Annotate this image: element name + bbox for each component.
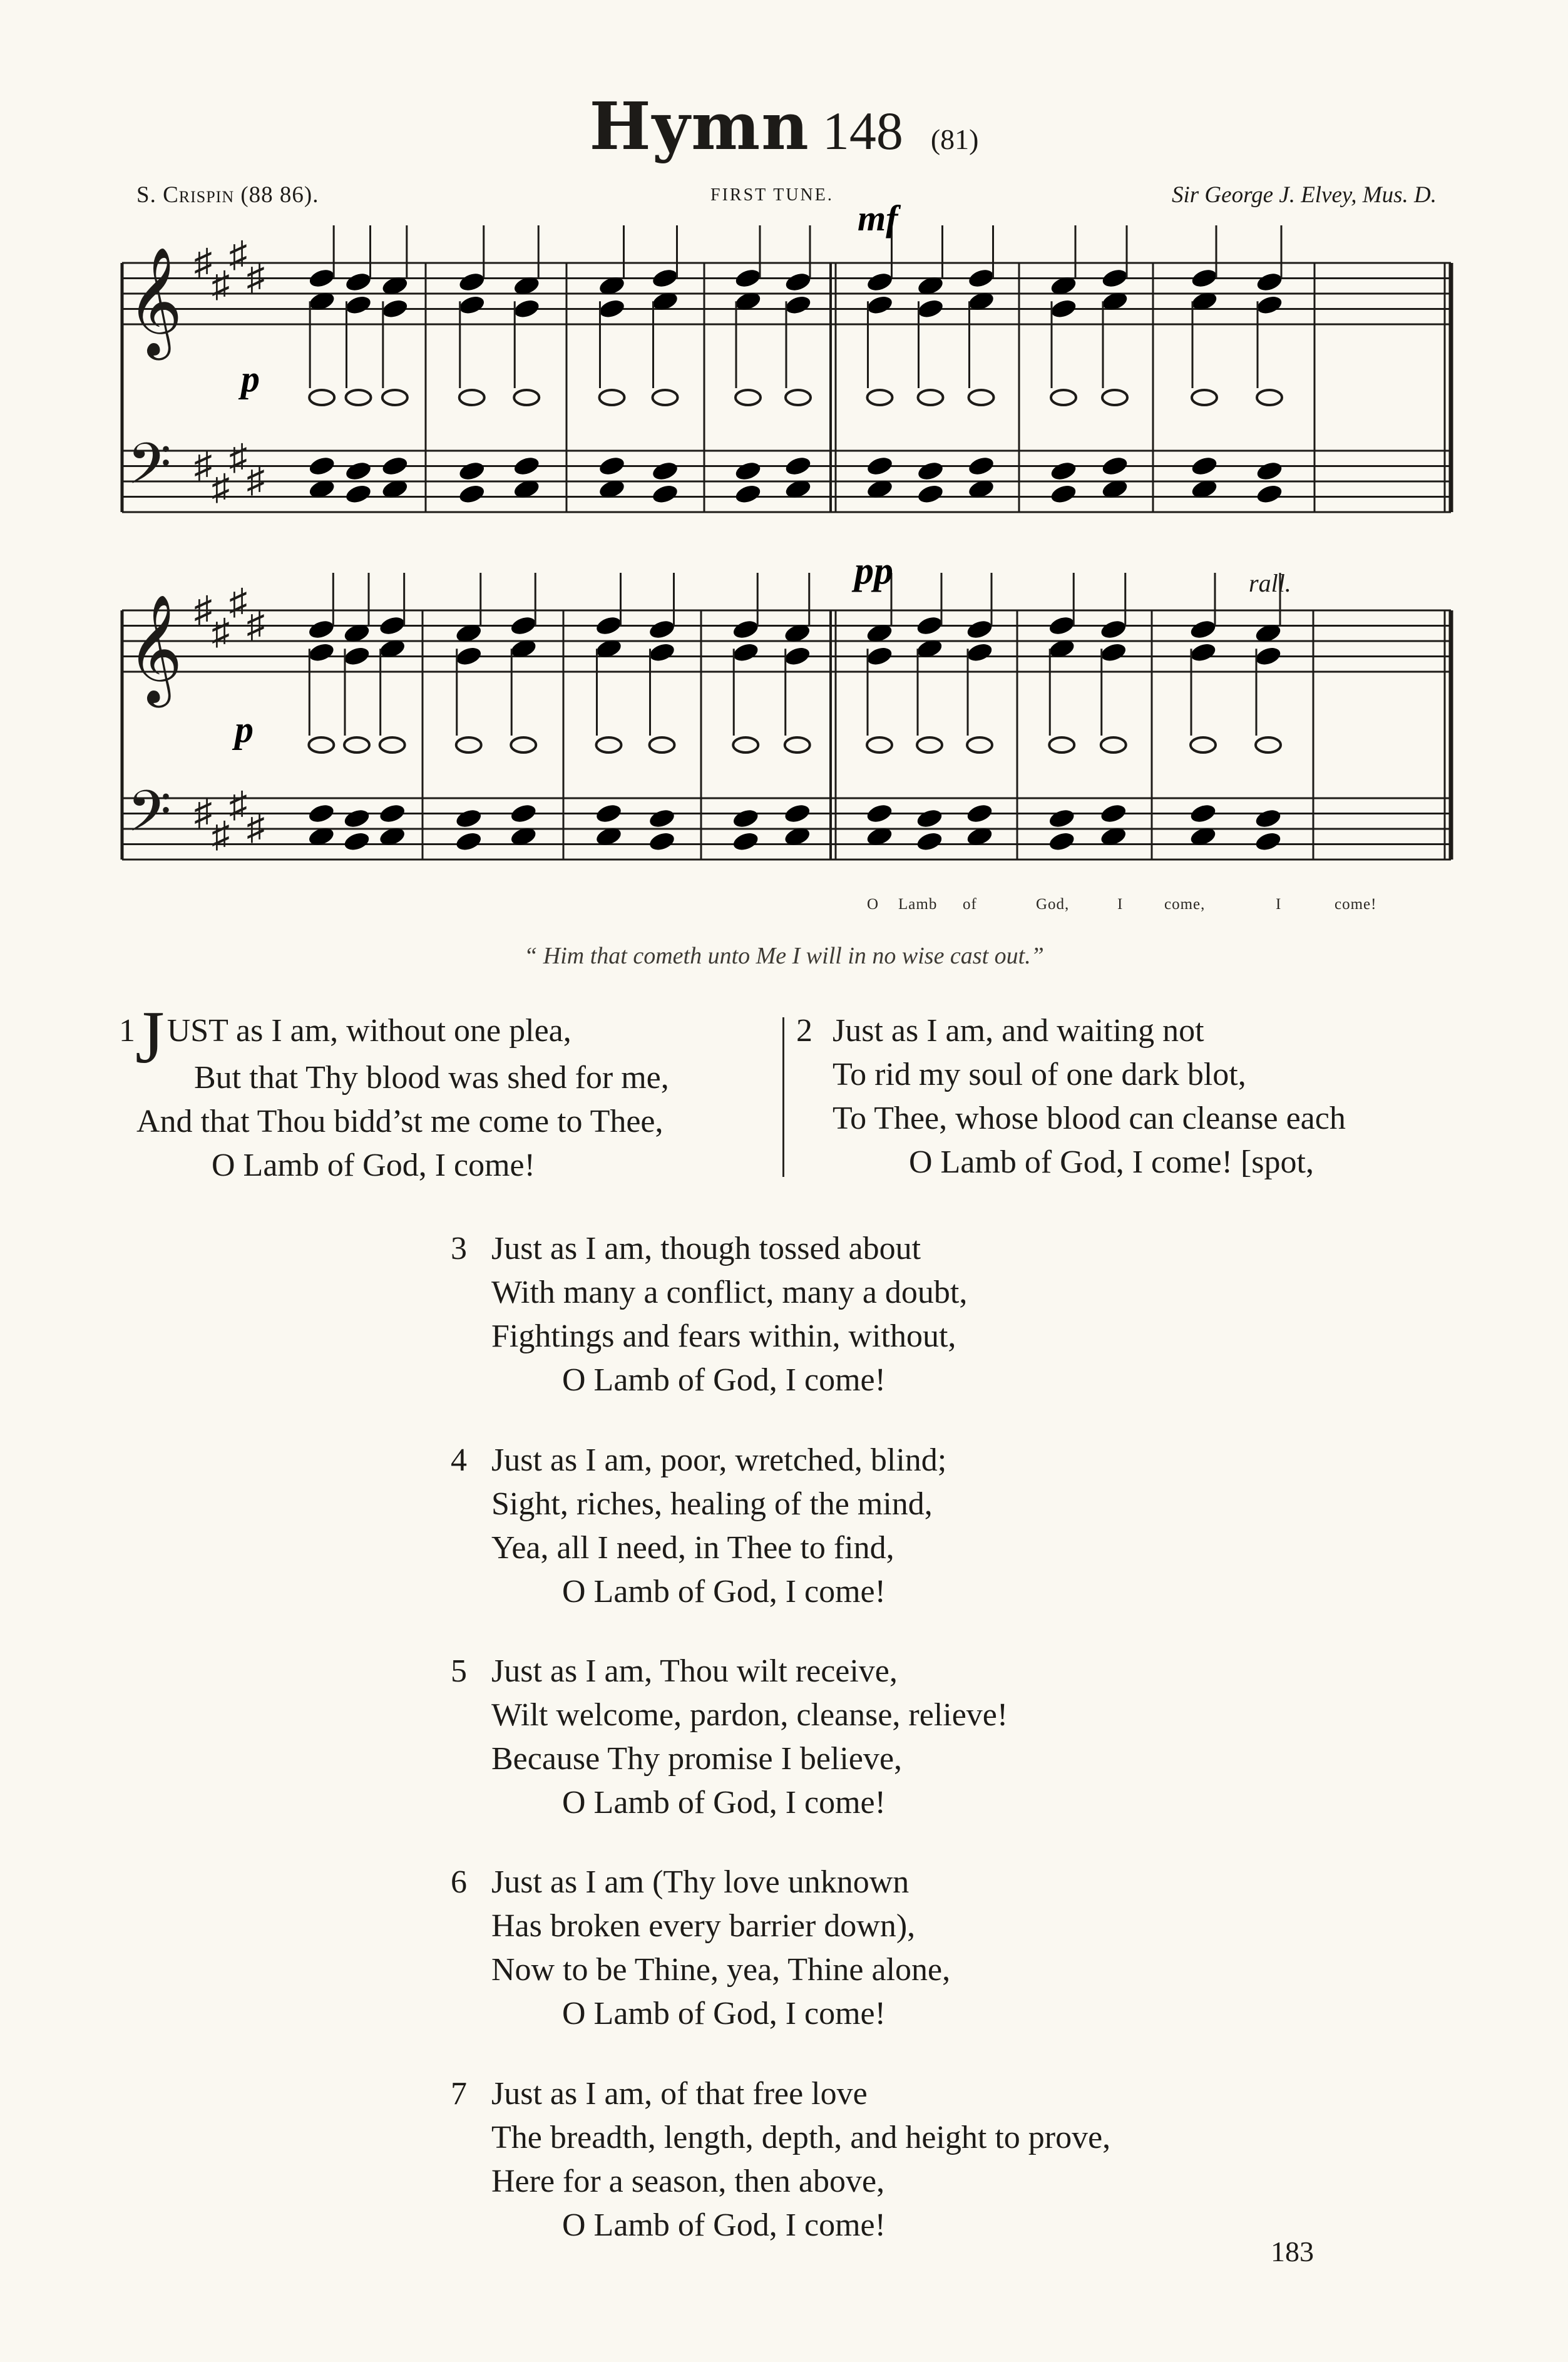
verse-line: Has broken every barrier down), bbox=[491, 1908, 916, 1944]
notehead bbox=[867, 737, 892, 752]
sharp-icon: ♯ bbox=[229, 234, 247, 275]
notehead bbox=[309, 737, 334, 752]
notehead bbox=[597, 737, 622, 752]
notehead bbox=[1102, 390, 1127, 405]
verse-number: 3 bbox=[451, 1231, 467, 1266]
sharp-icon: ♯ bbox=[194, 444, 212, 485]
notehead bbox=[382, 390, 407, 405]
verse-line: O Lamb of God, I come! bbox=[562, 1574, 886, 1610]
notehead bbox=[1047, 614, 1076, 637]
bass-clef-icon: 𝄢 bbox=[127, 431, 172, 511]
notehead bbox=[1190, 454, 1219, 477]
underlay-word: I bbox=[1276, 896, 1282, 913]
notehead bbox=[731, 807, 760, 829]
composer: Sir George J. Elvey, Mus. D. bbox=[1172, 182, 1437, 208]
sharp-icon: ♯ bbox=[212, 467, 230, 508]
underlay-word: Lamb bbox=[898, 896, 938, 913]
notehead bbox=[648, 618, 677, 640]
notehead bbox=[600, 390, 625, 405]
notehead bbox=[916, 460, 945, 482]
notehead bbox=[598, 297, 627, 320]
notehead bbox=[514, 390, 539, 405]
notehead bbox=[1100, 454, 1129, 477]
sharp-icon: ♯ bbox=[212, 612, 230, 652]
sharp-icon: ♯ bbox=[194, 589, 212, 630]
notehead bbox=[916, 483, 945, 505]
verse-1 bbox=[119, 995, 669, 1188]
verse-number: 2 bbox=[796, 1013, 812, 1049]
notehead bbox=[344, 270, 373, 293]
notehead bbox=[344, 294, 373, 316]
notehead bbox=[509, 614, 538, 637]
notehead bbox=[454, 830, 483, 853]
verse-line: Wilt welcome, pardon, cleanse, relieve! bbox=[491, 1697, 1008, 1733]
notehead bbox=[458, 294, 486, 316]
notehead bbox=[344, 737, 369, 752]
notehead bbox=[734, 483, 762, 505]
verse-number: 1 bbox=[119, 1013, 135, 1049]
notehead bbox=[1255, 460, 1284, 482]
notehead bbox=[915, 614, 944, 637]
verse-number: 4 bbox=[451, 1442, 467, 1478]
notehead bbox=[783, 645, 812, 667]
notehead bbox=[458, 483, 486, 505]
verse-line: To rid my soul of one dark blot, bbox=[833, 1057, 1246, 1092]
verse-2 bbox=[796, 1009, 1346, 1184]
verse-line: With many a conflict, many a doubt, bbox=[491, 1275, 968, 1310]
notehead bbox=[346, 390, 371, 405]
notehead bbox=[595, 614, 623, 637]
alt-number: (81) bbox=[930, 123, 979, 155]
column-divider bbox=[782, 1017, 784, 1177]
verse-number: 6 bbox=[451, 1864, 467, 1900]
notehead bbox=[868, 390, 893, 405]
sharp-icon: ♯ bbox=[247, 257, 265, 297]
notehead bbox=[1099, 641, 1128, 664]
page-number: 183 bbox=[1271, 2236, 1314, 2267]
notehead bbox=[307, 267, 336, 289]
underlay-word: of bbox=[963, 896, 977, 913]
notehead bbox=[1254, 830, 1283, 853]
underlay-word: God, bbox=[1036, 896, 1070, 913]
notehead bbox=[342, 830, 371, 853]
notehead bbox=[378, 802, 407, 824]
notehead bbox=[1255, 483, 1284, 505]
verse-7 bbox=[451, 2072, 1110, 2247]
notehead bbox=[650, 737, 675, 752]
notehead bbox=[734, 267, 762, 289]
sharp-icon: ♯ bbox=[247, 807, 265, 848]
verse-line: Yea, all I need, in Thee to find, bbox=[491, 1530, 894, 1566]
notehead bbox=[378, 614, 407, 637]
verse-6 bbox=[451, 1861, 950, 2036]
notehead bbox=[735, 390, 761, 405]
notehead bbox=[1254, 807, 1283, 829]
notehead bbox=[967, 454, 996, 477]
notehead bbox=[1049, 460, 1078, 482]
verse-line: Fightings and fears within, without, bbox=[491, 1318, 956, 1354]
sharp-icon: ♯ bbox=[229, 582, 247, 622]
notehead bbox=[866, 270, 894, 293]
verse-5 bbox=[451, 1650, 1008, 1825]
notehead bbox=[1051, 390, 1076, 405]
notehead bbox=[917, 737, 942, 752]
notehead bbox=[1254, 645, 1283, 667]
notehead bbox=[866, 294, 894, 316]
verse-line: Just as I am, of that free love bbox=[491, 2076, 868, 2112]
verse-line: O Lamb of God, I come! bbox=[562, 1785, 886, 1820]
notehead bbox=[381, 454, 409, 477]
verse-line: To Thee, whose blood can cleanse each bbox=[833, 1101, 1346, 1136]
verse-line: Just as I am (Thy love unknown bbox=[491, 1864, 910, 1900]
notehead bbox=[307, 641, 336, 664]
sharp-icon: ♯ bbox=[194, 792, 212, 833]
notehead bbox=[309, 390, 334, 405]
notehead bbox=[733, 737, 758, 752]
underlay-word: O bbox=[867, 896, 879, 913]
notehead bbox=[965, 618, 994, 640]
notehead bbox=[307, 802, 336, 824]
notehead bbox=[734, 460, 762, 482]
notehead bbox=[965, 641, 994, 664]
notehead bbox=[380, 737, 405, 752]
notehead bbox=[1049, 483, 1078, 505]
notehead bbox=[598, 454, 627, 477]
notehead bbox=[965, 802, 994, 824]
notehead bbox=[307, 618, 336, 640]
verse-line: UST as I am, without one plea, bbox=[167, 1013, 571, 1049]
notehead bbox=[1190, 267, 1219, 289]
treble-clef-icon: 𝄞 bbox=[127, 247, 183, 356]
notehead bbox=[969, 390, 994, 405]
treble-clef-icon: 𝄞 bbox=[127, 594, 183, 703]
notehead bbox=[344, 483, 373, 505]
notehead bbox=[342, 807, 371, 829]
verse-line: Now to be Thine, yea, Thine alone, bbox=[491, 1952, 951, 1988]
notehead bbox=[785, 737, 810, 752]
notehead bbox=[1255, 270, 1284, 293]
sharp-icon: ♯ bbox=[194, 242, 212, 282]
notehead bbox=[344, 460, 373, 482]
verse-3 bbox=[451, 1227, 967, 1402]
verse-line: O Lamb of God, I come! bbox=[562, 1996, 886, 2031]
tune-label: FIRST TUNE. bbox=[710, 185, 834, 205]
notehead bbox=[916, 297, 945, 320]
notehead bbox=[459, 390, 484, 405]
notehead bbox=[454, 807, 483, 829]
verse-number: 5 bbox=[451, 1653, 467, 1689]
verse-number: 7 bbox=[451, 2076, 467, 2112]
notehead bbox=[1049, 737, 1074, 752]
rall-marking: rall. bbox=[1249, 569, 1291, 597]
sharp-icon: ♯ bbox=[247, 460, 265, 500]
notehead bbox=[1189, 618, 1217, 640]
notehead bbox=[784, 294, 812, 316]
notehead bbox=[1049, 297, 1078, 320]
verse-line: Just as I am, Thou wilt receive, bbox=[491, 1653, 898, 1689]
notehead bbox=[651, 483, 680, 505]
notehead bbox=[456, 737, 481, 752]
verse-line: O Lamb of God, I come! bbox=[562, 1362, 886, 1398]
notehead bbox=[595, 802, 623, 824]
verse-line: Just as I am, and waiting not bbox=[833, 1013, 1204, 1049]
notehead bbox=[651, 267, 680, 289]
notehead bbox=[967, 267, 996, 289]
notehead bbox=[1189, 641, 1217, 664]
notehead bbox=[731, 641, 760, 664]
notehead bbox=[865, 645, 894, 667]
notehead bbox=[918, 390, 943, 405]
notehead bbox=[512, 297, 541, 320]
drop-cap: J bbox=[135, 995, 165, 1079]
verse-line: Because Thy promise I believe, bbox=[491, 1741, 903, 1777]
notehead bbox=[865, 802, 894, 824]
notehead bbox=[731, 618, 760, 640]
notehead bbox=[509, 802, 538, 824]
notehead bbox=[1192, 390, 1217, 405]
notehead bbox=[1255, 294, 1284, 316]
notehead bbox=[1189, 802, 1217, 824]
dynamic-pp: pp bbox=[854, 550, 893, 592]
notehead bbox=[511, 737, 536, 752]
notehead bbox=[342, 645, 371, 667]
notehead bbox=[1100, 267, 1129, 289]
notehead bbox=[651, 460, 680, 482]
music-score bbox=[0, 0, 1568, 927]
scripture-quote: “ Him that cometh unto Me I will in no wise cast out.” bbox=[524, 943, 1044, 969]
sharp-icon: ♯ bbox=[212, 264, 230, 305]
notehead bbox=[866, 454, 894, 477]
bass-clef-icon: 𝄢 bbox=[127, 778, 172, 858]
verse-line: Just as I am, though tossed about bbox=[491, 1231, 921, 1266]
notehead bbox=[458, 270, 486, 293]
notehead bbox=[1099, 618, 1128, 640]
verse-line: Sight, riches, healing of the mind, bbox=[491, 1486, 933, 1522]
sharp-icon: ♯ bbox=[212, 814, 230, 855]
notehead bbox=[784, 454, 812, 477]
underlay-word: come, bbox=[1164, 896, 1206, 913]
notehead bbox=[1191, 737, 1216, 752]
notehead bbox=[653, 390, 678, 405]
sharp-icon: ♯ bbox=[229, 437, 247, 478]
notehead bbox=[967, 737, 992, 752]
hymn-word: Hymn bbox=[589, 88, 810, 165]
notehead bbox=[648, 830, 677, 853]
notehead bbox=[307, 454, 336, 477]
notehead bbox=[731, 830, 760, 853]
notehead bbox=[648, 641, 677, 664]
notehead bbox=[915, 807, 944, 829]
dynamic-p-1: p bbox=[241, 358, 260, 399]
verse-line: Here for a season, then above, bbox=[491, 2164, 885, 2199]
notehead bbox=[1257, 390, 1282, 405]
hymn-number: 148 bbox=[822, 101, 903, 161]
notehead bbox=[1101, 737, 1126, 752]
tune-name: S. Crispin (88 86). bbox=[136, 182, 319, 208]
verse-line: Just as I am, poor, wretched, blind; bbox=[491, 1442, 947, 1478]
sharp-icon: ♯ bbox=[247, 604, 265, 645]
notehead bbox=[915, 830, 944, 853]
notehead bbox=[648, 807, 677, 829]
notehead bbox=[783, 802, 812, 824]
verse-line: O Lamb of God, I come! [spot, bbox=[909, 1144, 1314, 1180]
sharp-icon: ♯ bbox=[229, 784, 247, 825]
notehead bbox=[458, 460, 486, 482]
lyric-underlay bbox=[867, 896, 1376, 913]
notehead bbox=[381, 297, 409, 320]
notehead bbox=[1099, 802, 1128, 824]
notehead bbox=[1047, 807, 1076, 829]
notehead bbox=[454, 645, 483, 667]
notehead bbox=[784, 270, 812, 293]
dynamic-p-2: p bbox=[235, 709, 254, 750]
verse-line: And that Thou bidd’st me come to Thee, bbox=[136, 1104, 664, 1139]
underlay-word: I bbox=[1117, 896, 1124, 913]
verse-line: O Lamb of God, I come! bbox=[562, 2207, 886, 2243]
dynamic-mf: mf bbox=[858, 198, 898, 239]
underlay-word: come! bbox=[1335, 896, 1377, 913]
verse-4 bbox=[451, 1439, 946, 1614]
verse-line: O Lamb of God, I come! bbox=[212, 1148, 535, 1183]
verse-line: The breadth, length, depth, and height to prove, bbox=[491, 2120, 1111, 2155]
notehead bbox=[1047, 830, 1076, 853]
verse-line: But that Thy blood was shed for me, bbox=[194, 1060, 669, 1096]
notehead bbox=[1256, 737, 1281, 752]
notehead bbox=[512, 454, 541, 477]
notehead bbox=[786, 390, 811, 405]
